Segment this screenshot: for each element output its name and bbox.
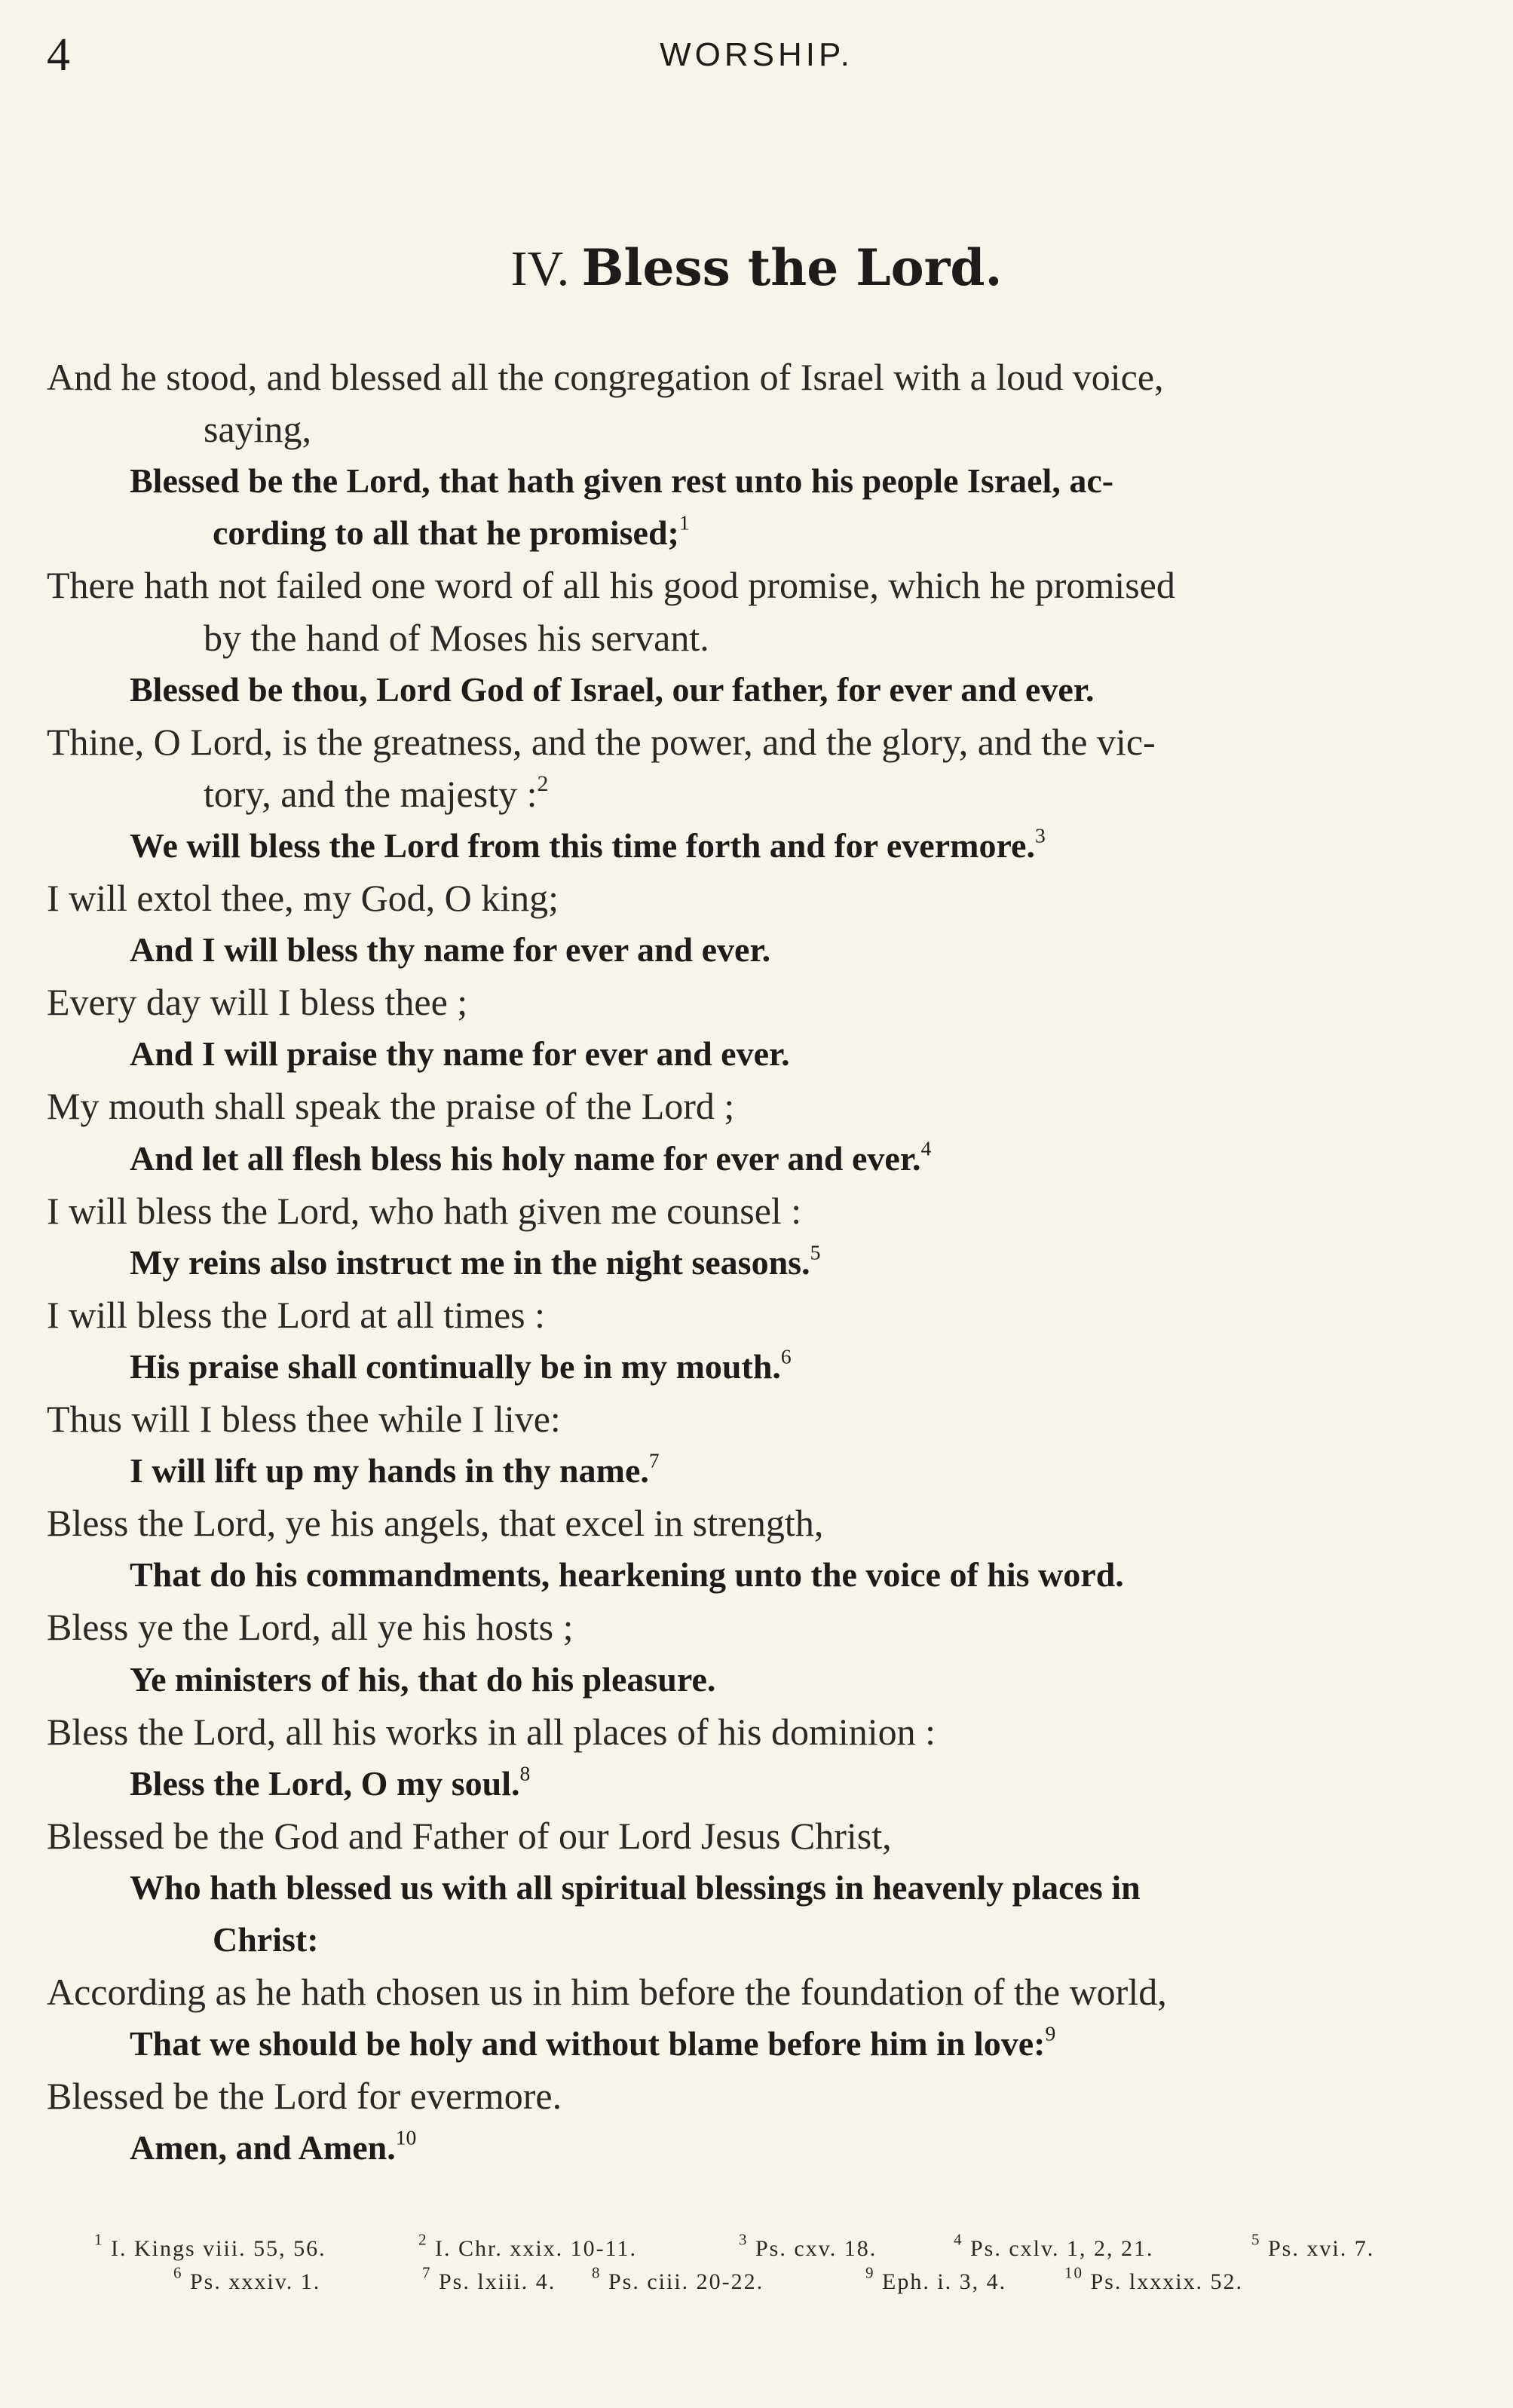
footnote xyxy=(173,2263,321,2295)
footnote-number: 1 xyxy=(94,2230,104,2249)
line-text: tory, and the majesty : xyxy=(204,772,538,815)
running-head: WORSHIP. xyxy=(660,36,853,73)
verse-line xyxy=(47,1604,574,1651)
line-text: Who hath blessed us with all spiritual blessings in heavenly places in xyxy=(130,1867,1141,1907)
footnote-reference: Eph. i. 3, 4. xyxy=(874,2269,1007,2294)
line-text: That we should be holy and without blame before him in love: xyxy=(130,2024,1046,2063)
line-text: Thine, O Lord, is the greatness, and the power, and the glory, and the vic- xyxy=(47,720,1156,763)
verse-line xyxy=(47,875,559,922)
footnote-marker: 4 xyxy=(920,1136,932,1160)
response-line xyxy=(130,1761,530,1808)
footnote-number: 3 xyxy=(739,2230,749,2249)
response-line xyxy=(130,1865,1141,1912)
line-text: That do his commandments, hearkening unto the voice of his word. xyxy=(130,1555,1124,1595)
line-text: Blessed be the Lord for evermore. xyxy=(47,2075,562,2118)
verse-line xyxy=(204,406,311,453)
footnote xyxy=(1251,2230,1375,2262)
line-text: Bless the Lord, all his works in all places of his dominion : xyxy=(47,1710,936,1753)
footnote-marker: 2 xyxy=(537,770,549,796)
verse-line xyxy=(204,771,548,818)
line-text: Bless the Lord, ye his angels, that excel in strength, xyxy=(47,1502,824,1545)
line-text: Amen, and Amen. xyxy=(130,2128,396,2168)
footnote-marker: 3 xyxy=(1034,823,1046,847)
footnote-number: 5 xyxy=(1251,2230,1261,2249)
line-text: Thus will I bless thee while I live: xyxy=(47,1398,561,1440)
response-line xyxy=(130,1552,1124,1599)
response-line xyxy=(130,1448,660,1495)
line-text: I will bless the Lord, who hath given me counsel : xyxy=(47,1189,802,1232)
section-title xyxy=(0,238,1513,297)
footnote-number: 8 xyxy=(592,2263,602,2282)
footnote-marker: 6 xyxy=(780,1344,792,1368)
footnote-number: 6 xyxy=(173,2263,183,2282)
line-text: And I will praise thy name for ever and ever. xyxy=(130,1034,790,1074)
verse-line xyxy=(204,615,709,662)
line-text: Blessed be the God and Father of our Lord Jesus Christ, xyxy=(47,1814,892,1857)
verse-line xyxy=(47,1188,801,1235)
footnote-marker: 9 xyxy=(1045,2021,1056,2045)
footnote-reference: Ps. xxxiv. 1. xyxy=(182,2269,321,2294)
line-text: And he stood, and blessed all the congregation of Israel with a loud voice, xyxy=(47,356,1164,398)
section-title-text: Bless the Lord. xyxy=(581,238,1003,297)
verse-line xyxy=(47,1969,1167,2016)
verse-line xyxy=(47,1709,936,1756)
footnote xyxy=(94,2230,326,2262)
line-text: by the hand of Moses his servant. xyxy=(204,616,709,659)
line-text: I will lift up my hands in thy name. xyxy=(130,1451,649,1490)
footnote-number: 4 xyxy=(954,2230,963,2249)
footnote-reference: I. Kings viii. 55, 56. xyxy=(103,2236,326,2261)
verse-line xyxy=(47,979,467,1026)
verse-line xyxy=(47,1396,561,1443)
footnote-reference: Ps. lxxxix. 52. xyxy=(1083,2269,1244,2294)
response-line xyxy=(130,1136,931,1183)
footnote-marker: 1 xyxy=(678,510,690,535)
response-line xyxy=(130,1657,715,1704)
response-line xyxy=(213,1917,319,1964)
line-text: Blessed be thou, Lord God of Israel, our father, for ever and ever. xyxy=(130,669,1095,709)
line-text: His praise shall continually be in my mouth. xyxy=(130,1346,781,1386)
footnote-marker: 5 xyxy=(810,1240,821,1264)
verse-line xyxy=(47,1500,823,1547)
footnote-reference: Ps. cxlv. 1, 2, 21. xyxy=(963,2236,1154,2261)
line-text: We will bless the Lord from this time forth and for evermore. xyxy=(130,826,1035,865)
line-text: Blessed be the Lord, that hath given rest unto his people Israel, ac- xyxy=(130,461,1114,501)
line-text: I will extol thee, my God, O king; xyxy=(47,877,559,919)
line-text: Christ: xyxy=(213,1920,319,1959)
footnote xyxy=(954,2230,1154,2262)
footnote-number: 7 xyxy=(422,2263,432,2282)
line-text: There hath not failed one word of all his good promise, which he promised xyxy=(47,564,1175,607)
footnote-number: 2 xyxy=(418,2230,428,2249)
verse-line xyxy=(47,562,1175,609)
response-line xyxy=(130,458,1113,505)
response-line xyxy=(130,1031,790,1078)
line-text: And let all flesh bless his holy name for ever and ever. xyxy=(130,1138,921,1178)
footnote-reference: Ps. cxv. 18. xyxy=(748,2236,877,2261)
line-text: Ye ministers of his, that do his pleasure. xyxy=(130,1659,716,1699)
footnote-reference: Ps. xvi. 7. xyxy=(1260,2236,1375,2261)
verse-line xyxy=(47,1813,892,1860)
line-text: According as he hath chosen us in him before the foundation of the world, xyxy=(47,1971,1167,2014)
verse-line xyxy=(47,1292,545,1339)
response-line xyxy=(130,1240,820,1287)
response-line xyxy=(130,823,1046,870)
footnote-reference: I. Chr. xxix. 10-11. xyxy=(427,2236,638,2261)
response-line xyxy=(213,510,690,557)
section-numeral: IV. xyxy=(510,241,570,296)
page-number: 4 xyxy=(47,29,70,81)
footnote-reference: Ps. ciii. 20-22. xyxy=(601,2269,764,2294)
line-text: My reins also instruct me in the night seasons. xyxy=(130,1242,810,1282)
line-text: And I will bless thy name for ever and ever. xyxy=(130,930,771,970)
footnote xyxy=(418,2230,638,2262)
footnote xyxy=(592,2263,764,2295)
response-line xyxy=(130,927,770,974)
response-line xyxy=(130,2125,416,2172)
footnote-marker: 7 xyxy=(648,1448,660,1472)
verse-line xyxy=(47,719,1156,766)
line-text: My mouth shall speak the praise of the Lord ; xyxy=(47,1085,735,1128)
line-text: saying, xyxy=(204,408,312,451)
footnote xyxy=(865,2263,1007,2295)
response-line xyxy=(130,1344,792,1391)
footnote xyxy=(1064,2263,1244,2295)
footnote-marker: 10 xyxy=(395,2126,417,2150)
footnote xyxy=(422,2263,556,2295)
line-text: Bless the Lord, O my soul. xyxy=(130,1763,520,1803)
verse-line xyxy=(47,354,1164,401)
footnote-reference: Ps. lxiii. 4. xyxy=(431,2269,556,2294)
response-line xyxy=(130,2021,1055,2068)
line-text: cording to all that he promised; xyxy=(213,513,679,553)
line-text: I will bless the Lord at all times : xyxy=(47,1293,545,1336)
verse-line xyxy=(47,1083,734,1130)
response-line xyxy=(130,667,1094,714)
line-text: Bless ye the Lord, all ye his hosts ; xyxy=(47,1606,574,1649)
verse-line xyxy=(47,2073,562,2120)
footnote xyxy=(739,2230,877,2262)
line-text: Every day will I bless thee ; xyxy=(47,981,468,1024)
footnote-number: 9 xyxy=(865,2263,875,2282)
footnote-number: 10 xyxy=(1064,2263,1083,2282)
footnote-marker: 8 xyxy=(519,1761,531,1785)
